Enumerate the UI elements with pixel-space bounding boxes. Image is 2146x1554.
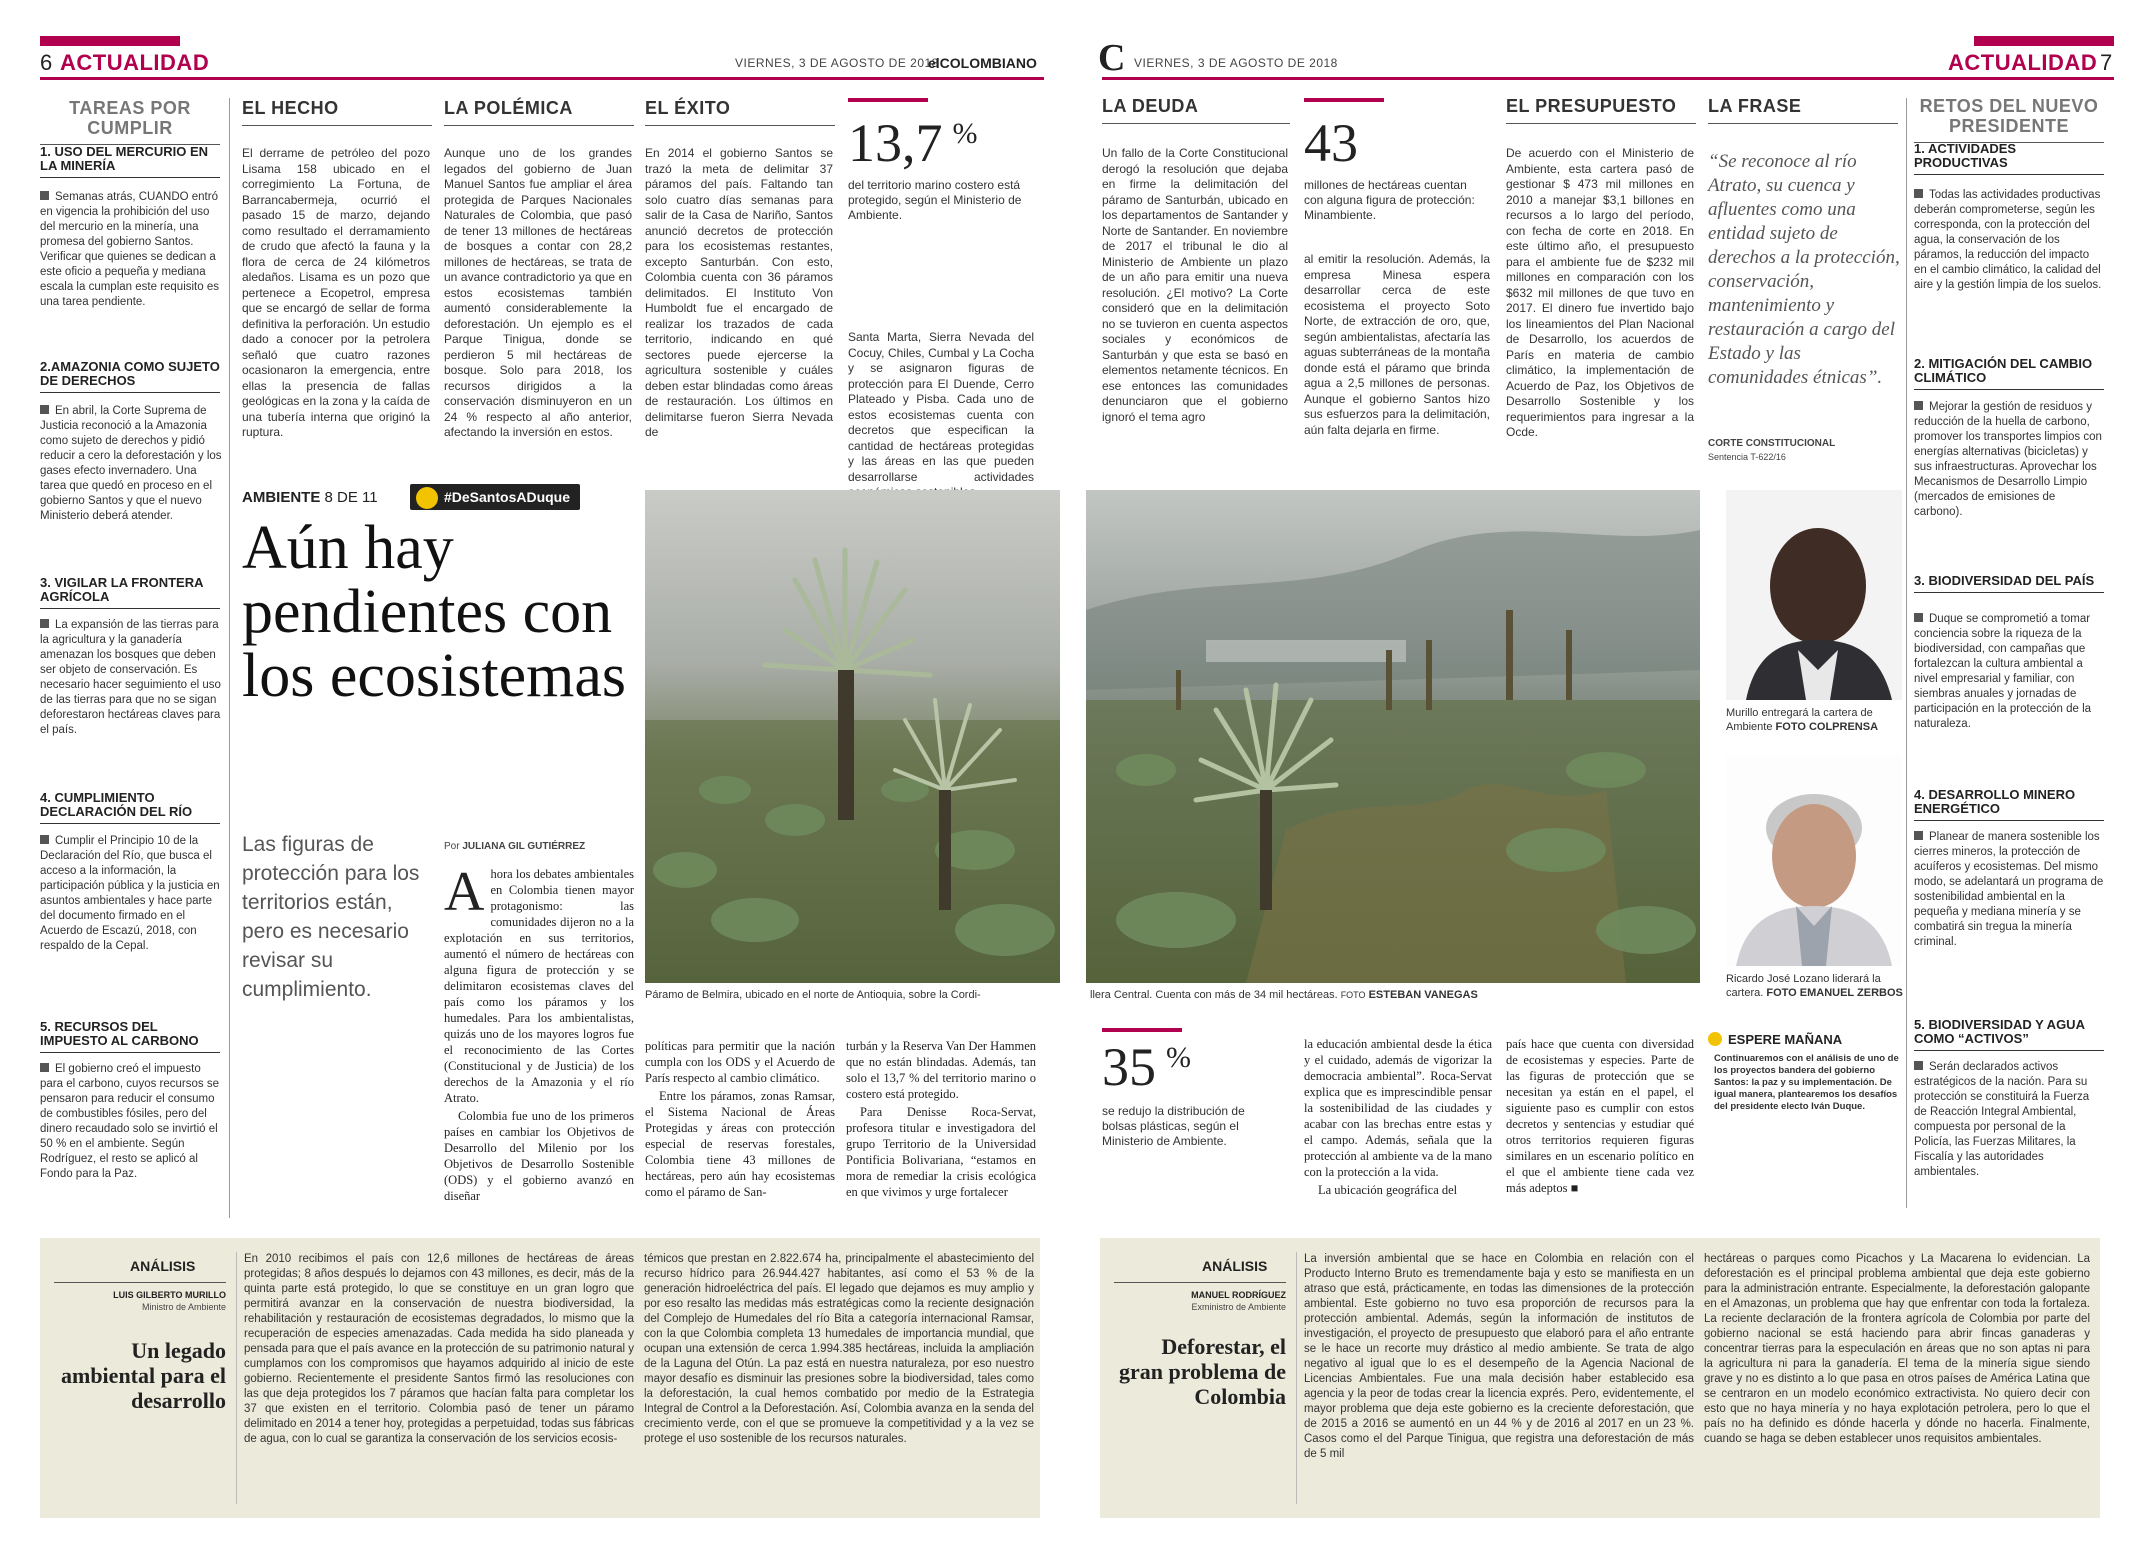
espere-manana-heading: ESPERE MAÑANA: [1708, 1032, 1904, 1047]
story-body-col1: Ahora los debates ambientales en Colombia tienen mayor protagonismo: las comunidades dijeron no a la explotación en sus territorios, aumentó el número de hectáreas con alguna figura de protección y se delimitaron ecosistemas claves del país como los páramos y los humedales. Para los ambientalistas, quizás uno de los mayores logros fue el reconocimiento de las Cortes (Constitucional y de Justicia) de los derechos de la Amazonia y el río Atrato. Colombia fue uno de los primeros países en cambiar los Objetivos de Desarrollo del Milenio por los Objetivos de Desarrollo Sostenible (ODS) y el gobierno avanzó en diseñar: [444, 861, 634, 1203]
analysis-label: ANÁLISIS: [1202, 1258, 1268, 1274]
col-exito-heading: EL ÉXITO: [645, 98, 835, 126]
sidebar-item-heading: 4. DESARROLLO MINERO ENERGÉTICO: [1914, 788, 2104, 821]
section-name: ACTUALIDAD: [1948, 50, 2098, 75]
newspaper-logo: C: [1098, 37, 1126, 79]
sidebar-item-text: Serán declarados activos estratégicos de la nación. Para su protección se constituirá la Fuerza de Reacción Integral Ambiental, compuesta por personal de la Policía, las Fuerzas Militares, la Fiscalía y las autoridades ambientales.: [1914, 1061, 2090, 1178]
quote-source: CORTE CONSTITUCIONAL: [1708, 438, 1836, 449]
drop-cap: A: [444, 861, 485, 923]
right-page: [1086, 0, 2146, 1554]
col-deuda-continued: al emitir la resolución. Además, la empresa Minesa espera desarrollar cerca de este ecosistema el proyecto Soto Norte, de extracción de oro, que, según ambientalistas, afectaría las aguas subterráneas de la montaña donde está el páramo que brinda agua a 2,5 millones de personas. Aunque el gobierno Santos hizo sus esfuerzos para la delimitación, aún falta dejarla en firme.: [1304, 252, 1490, 437]
landscape-photo-left: [645, 490, 1060, 983]
headline: Aún hay pendientes con los ecosistemas: [242, 514, 626, 710]
col-frase-heading: LA FRASE: [1708, 96, 1898, 124]
person-icon: [416, 487, 438, 509]
column-divider: [1906, 98, 1907, 1208]
arrow-right-icon: [1708, 1032, 1722, 1046]
portrait-murillo: [1726, 490, 1902, 700]
quote-text: “Se reconoce al río Atrato, su cuenca y afluentes como una entidad sujeto de derechos a la protección, conservación, mantenimiento y restauración a cargo del Estado y las comunidades étnicas”.: [1708, 151, 1900, 388]
sidebar-item-heading: 3. BIODIVERSIDAD DEL PAÍS: [1914, 574, 2104, 593]
analysis-author: MANUEL RODRÍGUEZ: [1191, 1290, 1286, 1300]
analysis-author-role: Exministro de Ambiente: [1191, 1302, 1286, 1312]
section-name: ACTUALIDAD: [60, 50, 210, 75]
portrait-murillo-caption: Murillo entregará la cartera de Ambiente FOTO COLPRENSA: [1726, 707, 1879, 733]
portrait-lozano-caption: Ricardo José Lozano liderará la cartera. FOTO EMANUEL ZERBOS: [1726, 973, 1903, 999]
sidebar-item-text: Planear de manera sostenible los cierres mineros, la protección de acuíferos y ecosistemas. Del mismo modo, se adelantará un programa de sostenibilidad ambiental en la pequeña y mediana minería y se combatirá sin tregua la minería criminal.: [1914, 831, 2104, 948]
analysis-rule: [54, 1282, 226, 1283]
sidebar-item-text: El gobierno creó el impuesto para el carbono, cuyos recursos se pensaron para reducir el consumo de combustibles fósiles, pero del dinero recaudado solo se invirtió el 50 % en el ambiente. Según Rodríguez, el resto se aplicó al Fondo para la Paz.: [40, 1063, 219, 1180]
date-line: VIERNES, 3 DE AGOSTO DE 2018: [1134, 56, 1338, 70]
big-number-35-caption: se redujo la distribución de bolsas plásticas, según el Ministerio de Ambiente.: [1102, 1104, 1245, 1148]
sidebar-item-heading: 5. RECURSOS DEL IMPUESTO AL CARBONO: [40, 1020, 220, 1053]
sidebar-item-heading: 1. USO DEL MERCURIO EN LA MINERÍA: [40, 145, 220, 178]
newspaper-name: elCOLOMBIANO: [928, 55, 1037, 71]
sidebar-item-heading: 4. CUMPLIMIENTO DECLARACIÓN DEL RÍO: [40, 791, 220, 824]
bullet-square-icon: [40, 191, 49, 200]
number-accent-bar: [1304, 98, 1384, 102]
number-accent-bar: [1102, 1028, 1182, 1032]
bullet-square-icon: [1914, 189, 1923, 198]
analysis-author-role: Ministro de Ambiente: [141, 1302, 226, 1312]
portrait-lozano: [1726, 756, 1902, 966]
sidebar-item-text: Mejorar la gestión de residuos y reducción de la huella de carbono, promover los transportes limpios con energías alternativas (bicicletas) y sus infraestructuras. Aprovechar los Mecanismos de Desarrollo Limpio (mercados de emisiones de carbono).: [1914, 401, 2102, 518]
section-color-bar: [40, 36, 180, 46]
story-kicker: AMBIENTE 8 DE 11: [242, 489, 378, 506]
sidebar-title: TAREAS POR CUMPLIR: [40, 98, 220, 145]
bullet-square-icon: [1914, 613, 1923, 622]
hashtag-badge: #DeSantosADuque: [410, 484, 580, 510]
analysis-title: Deforestar, el gran problema de Colombia: [1118, 1334, 1286, 1409]
quote-source-ref: Sentencia T-622/16: [1708, 452, 1786, 462]
analysis-divider: [236, 1252, 237, 1504]
analysis-text-col2: hectáreas o parques como Picachos y La Macarena lo evidencian. La deforestación es el principal problema ambiental que deja este gobierno para la administración entrante. Especialmente, la deforestación galopante en el Amazonas, un problema que hay que enfrentar con toda la fortaleza. La reciente declaración de la frontera agrícola de Colombia por parte del gobierno nacional se está haciendo para abrir fincas ganaderas y concentrar tierras para la especulación en áreas que no son aptas ni para la agricultura ni para la ganadería. El tema de la minería sigue siendo grave y no es distinto a lo que pasa en otros países de América Latina que se centraron en un modelo económico extractivista. No quiero decir con esto que no haya minería y no haya explotación petrolera, pero lo que el país no ha definido es dónde hacerla y dónde no hacerla. Finalmente, cuando se haga se deben establecer unos requisitos ambientales.: [1704, 1253, 2090, 1445]
bullet-square-icon: [1914, 831, 1923, 840]
espere-manana-text: Continuaremos con el análisis de uno de los proyectos bandera del gobierno Santos: la paz y su implementación. De igual manera, plantearemos los desafíos del presidente electo Iván Duque.: [1714, 1053, 1899, 1112]
bullet-square-icon: [40, 405, 49, 414]
analysis-label: ANÁLISIS: [130, 1258, 196, 1274]
bullet-square-icon: [1914, 401, 1923, 410]
sidebar-item-heading: 1. ACTIVIDADES PRODUCTIVAS: [1914, 142, 2104, 175]
story-body-col5: país hace que cuenta con diversidad de ecosistemas y especies. Parte de las figuras de protección que se necesitan ya están en el papel, el siguiente paso es cumplir con estos decretos y sentencias y estudiar qué otros territorios requieren figuras similares en un escenario político en el que el ambiente tiene cada vez más adeptos ■: [1506, 1037, 1694, 1195]
sidebar-title: RETOS DEL NUEVO PRESIDENTE: [1914, 96, 2104, 143]
big-number-43: 43: [1304, 113, 1358, 173]
sidebar-item-text: En abril, la Corte Suprema de Justicia reconoció a la Amazonia como sujeto de derechos y pidió reducir a cero la deforestación y los gases efecto invernadero. Una tarea que quedó en proceso en el gobierno Santos y que el nuevo Ministerio deberá atender.: [40, 405, 222, 522]
col-polemica-heading: LA POLÉMICA: [444, 98, 634, 126]
byline: Por JULIANA GIL GUTIÉRREZ: [444, 841, 586, 852]
page-number: 6: [40, 50, 53, 75]
col-exito-text: En 2014 el gobierno Santos se trazó la meta de delimitar 37 páramos del país. Faltando tan solo cuatro días semanas para salir de la Casa de Nariño, Santos anunció decretos de protección para los ecosistemas restantes, excepto Santurbán. Con esto, Colombia cuenta con 36 páramos delimitados. El Instituto Von Humboldt fue el encargado de realizar los trazados de cada territorio, indicando en qué sectores puede ejercerse la agricultura sostenible y cuáles deben estar blindadas como áreas de restauración. Los últimos en delimitarse fueron Sierra Nevada de: [645, 146, 833, 439]
analysis-box-right: [1100, 1238, 2100, 1518]
story-body-col2: políticas para permitir que la nación cumpla con los ODS y el Acuerdo de París respecto al cambio climático. Entre los páramos, zonas Ramsar, el Sistema Nacional de Áreas Protegidas y áreas con protección especial de reservas forestales, Colombia tiene 43 millones de hectáreas, pero aún hay ecosistemas como el páramo de San-: [645, 1039, 835, 1199]
espere-manana-box: [1708, 1032, 1904, 1152]
deck: Las figuras de protección para los territorios están, pero es necesario revisar su cumplimiento.: [242, 833, 420, 1001]
column-divider: [229, 98, 230, 1218]
big-number-43-caption: millones de hectáreas cuentan con alguna figura de protección: Minambiente.: [1304, 178, 1475, 222]
photo-caption-left: Páramo de Belmira, ubicado en el norte de Antioquia, sobre la Cordi-: [645, 989, 981, 1001]
page-number: 7: [2100, 50, 2113, 75]
col-polemica-text: Aunque uno de los grandes legados del gobierno de Juan Manuel Santos fue ampliar el área protegida de Parques Nacionales Naturales de Colombia, que pasó de tener 13 millones de hectáreas de bosques a contar con 28,2 millones de hectáreas, se trata de un avance contradictorio ya que en estos ecosistemas también aumentó considerablemente la deforestación. Un ejemplo es el Parque Tinigua, donde se perdieron 5 mil hectáreas de bosque. Solo para 2018, los recursos dirigidos a la conservación disminuyeron en un 24 % respecto al año anterior, afectando la inversión en estos.: [444, 146, 632, 439]
story-body-col4: la educación ambiental desde la ética y el cuidado, además de vigorizar la democracia ambiental”. Roca-Servat explica que es imprescindible pensar la sostenibilidad de las ciudades y acabar con las brechas entre estas y el campo. Además, señala que la protección al ambiente va de la mano con la protección a la vida. La ubicación geográfica del: [1304, 1037, 1492, 1197]
col-hecho-heading: EL HECHO: [242, 98, 432, 126]
photo-caption-right: llera Central. Cuenta con más de 34 mil hectáreas. FOTO ESTEBAN VANEGAS: [1090, 989, 1478, 1001]
number-accent-bar: [848, 98, 928, 102]
analysis-title: Un legado ambiental para el desarrollo: [61, 1338, 226, 1413]
analysis-box-left: [40, 1238, 1040, 1518]
col-deuda-heading: LA DEUDA: [1102, 96, 1290, 124]
analysis-divider: [1296, 1252, 1297, 1504]
sidebar-item-text: Todas las actividades productivas deberán comprometerse, según les corresponda, con la protección del agua, la conservación de los páramos, la reducción del impacto en el cambio climático, la calidad del aire y la gestión limpia de los suelos.: [1914, 189, 2102, 291]
left-page: [0, 0, 1060, 1554]
analysis-text-col2: témicos que prestan en 2.822.674 ha, principalmente el abastecimiento del recurso hídrico para 26.944.427 habitantes, así como el 53 % de la generación hidroeléctrica del país. El legado que dejamos es muy amplio y por eso resalto las medidas más estratégicas como la reciente designación del Complejo de Humedales del río Bita a categoría internacional Ramsar, con la que Colombia completa 13 humedales de importancia mundial, que ocupan una extensión de cerca 1.994.385 hectáreas, incluida la ampliación de la Laguna del Otún. La paz está en nuestra naturaleza, por eso nuestro mayor desafío es disminuir las presiones sobre la biodiversidad, tales como la deforestación, la cual hemos combatido por medio de la Estrategia Integral de Control a la Deforestación. Así, Colombia avanza en la senda del crecimiento verde, con el que se promueve la competitividad y a la vez se protege el uso sostenible de los recursos naturales.: [644, 1253, 1034, 1445]
date-line: VIERNES, 3 DE AGOSTO DE 2018: [735, 56, 939, 70]
sidebar-item-text: Duque se comprometió a tomar conciencia sobre la riqueza de la biodiversidad, con campañas que fortalezcan la cultura ambiental a nivel empresarial y familiar, con siembras anuales y jornadas de participación en la protección de la naturaleza.: [1914, 613, 2092, 730]
analysis-rule: [1114, 1282, 1286, 1283]
col-exito-continued: Santa Marta, Sierra Nevada del Cocuy, Chiles, Cumbal y La Cocha y se asignaron figuras de protección para El Duende, Cerro Plateado y Pisba. Cada uno de estos ecosistemas cuenta con decretos que especifican la cantidad de hectáreas protegidas y las áreas en las que pueden desarrollarse actividades: [848, 330, 1034, 484]
analysis-text-col1: La inversión ambiental que se hace en Colombia en relación con el Producto Interno Bruto es tremendamente baja y esto se manifiesta en un atraso que está, prácticamente, en todas las dimensiones de la protección ambiental. Este gobierno no tuvo esa proporción de recursos para la protección ambiental. Además, según la información de institutos de investigación, el proyecto de presupuesto que elaboró para el año entrante se le hace un recorte muy drástico al medio ambiente. Se trata de algo negativo al igual que lo es el desempeño de la Agencia Nacional de Licencias Ambientales. Fue una mala decisión haber establecido esa agencia y la peor de todas crear la licencia exprés. Pero, evidentemente, el mayor problema que deja este gobierno es la creciente deforestación, que de 2015 a 2016 se aumentó en un 44 % y de 2016 al 2017 en un 23 %. Casos como el del Parque Tinigua, que registra una deforestación de más de 5 mil: [1304, 1253, 1694, 1460]
sidebar-item-heading: 5. BIODIVERSIDAD Y AGUA COMO “ACTIVOS”: [1914, 1018, 2104, 1051]
landscape-photo-right: [1086, 490, 1700, 983]
big-number: 13,7 %: [848, 113, 978, 173]
sidebar-item-text: Semanas atrás, CUANDO entró en vigencia la prohibición del uso del mercurio en la minería, una promesa del gobierno Santos. Verificar que quienes se dedican a este oficio a pequeña y mediana escala la cumplan este requisito es una tarea pendiente.: [40, 191, 219, 308]
col-presupuesto-text: De acuerdo con el Ministerio de Ambiente, esta cartera pasó de gestionar $ 473 mil millones en 2010 a manejar $3,1 billones en recursos a lo largo del período, con fecha de corte en 2018. En este último año, el presupuesto para el ambiente fue de $232 mil millones en comparación con los $632 mil millones de que tuvo en 2017. El dinero fue invertido bajo los lineamientos del Plan Nacional de Desarrollo, los acuerdos de París en materia de cambio climático, la implementación de Acuerdo de Paz, los Objetivos de Desarrollo Sostenible y los requerimientos para ingresar a la Ocde.: [1506, 146, 1694, 439]
analysis-author: LUIS GILBERTO MURILLO: [113, 1290, 226, 1300]
big-number-35: 35 %: [1102, 1037, 1191, 1097]
bullet-square-icon: [40, 835, 49, 844]
sidebar-item-text: La expansión de las tierras para la agricultura y la ganadería amenazan los bosques que deben ser objeto de conservación. Es necesario hacer seguimiento el uso de las tierras para que no se sigan deforestaron hectáreas claves para el país.: [40, 619, 221, 736]
col-deuda-text: Un fallo de la Corte Constitucional derogó la resolución que dejaba en firme la delimitación del páramo de Santurbán, ubicado en los departamentos de Santander y Norte de Santander. En noviembre de 2017 el tribunal le dio al Ministerio de Ambiente un plazo de un año para emitir una nueva resolución. ¿El motivo? La Corte consideró que en la delimitación no se tuvieron en cuenta aspectos sociales y económicos de Santurbán y que esta se basó en elementos netamente técnicos. En ese entonces las comunidades denunciaron que el gobierno ignoró el tema agro: [1102, 146, 1288, 424]
bullet-square-icon: [40, 1063, 49, 1072]
sidebar-item-text: Cumplir el Principio 10 de la Declaración del Río, que busca el acceso a la información, la participación pública y la justicia en asuntos ambientales y hace parte del documento firmado en el Acuerdo de Escazú, 2018, con respaldo de la Cepal.: [40, 835, 220, 952]
sidebar-item-heading: 3. VIGILAR LA FRONTERA AGRÍCOLA: [40, 576, 220, 609]
bullet-square-icon: [40, 619, 49, 628]
col-presupuesto-heading: EL PRESUPUESTO: [1506, 96, 1696, 124]
bullet-square-icon: [1914, 1061, 1923, 1070]
story-body-col3: turbán y la Reserva Van Der Hammen que no están blindadas. Además, tan solo el 13,7 % del territorio marino o costero está protegido. Para Denisse Roca-Servat, profesora titular e investigadora del grupo Territorio de la Universidad Pontificia Bolivariana, “estamos en mora de remediar la crisis ecológica en que vivimos y urge fortalecer: [846, 1039, 1036, 1199]
sidebar-item-heading: 2.AMAZONIA COMO SUJETO DE DERECHOS: [40, 360, 220, 393]
big-number-caption: del territorio marino costero está protegido, según el Ministerio de Ambiente.: [848, 178, 1022, 222]
section-color-bar: [1974, 36, 2114, 46]
col-hecho-text: El derrame de petróleo del pozo Lisama 158 ubicado en el corregimiento La Fortuna, de Barrancabermeja, ocurrió el pasado 15 de marzo, dejando como resultado el derramamiento de crudo que afectó la fauna y la flora de cerca de 24 kilómetros aledaños. Lisama es un pozo que pertenece a Ecopetrol, empresa que se encargó de sellar de forma definitiva la perforación. Un estudio dado a conocer por la petrolera señaló que cuatro razones ocasionaron la emergencia, entre ellas la presencia de fallas geológicas en la zona y la caída de una tubería interna que originó la ruptura.: [242, 146, 430, 439]
sidebar-item-heading: 2. MITIGACIÓN DEL CAMBIO CLIMÁTICO: [1914, 357, 2104, 390]
analysis-text-col1: En 2010 recibimos el país con 12,6 millones de hectáreas de áreas protegidas; 8 años después lo dejamos con 43 millones, es decir, más de la quinta parte está protegido, lo que se constituye en un gran logro que permitirá avanzar en la conservación de nuestra biodiversidad, la rehabilitación y restauración de ecosistemas degradados, lo mismo que la recuperación de especies amenazadas. Cada medida ha sido planeada y pensada para que el país avance en la protección de su patrimonio natural y cumplamos con los compromisos que hayamos adquirido al inicio de este gobierno. Recientemente el presidente Santos firmó las resoluciones con las que deja protegidos los 7 páramos que hacían falta para completar los 37 que existen en el territorio. Colombia pasó de tener un páramo delimitado en 2014 a tener hoy, protegidas a perpetuidad, todas sus fábricas de agua, con lo cual se garantiza la conservación de los servicios ecosis-: [244, 1253, 634, 1445]
